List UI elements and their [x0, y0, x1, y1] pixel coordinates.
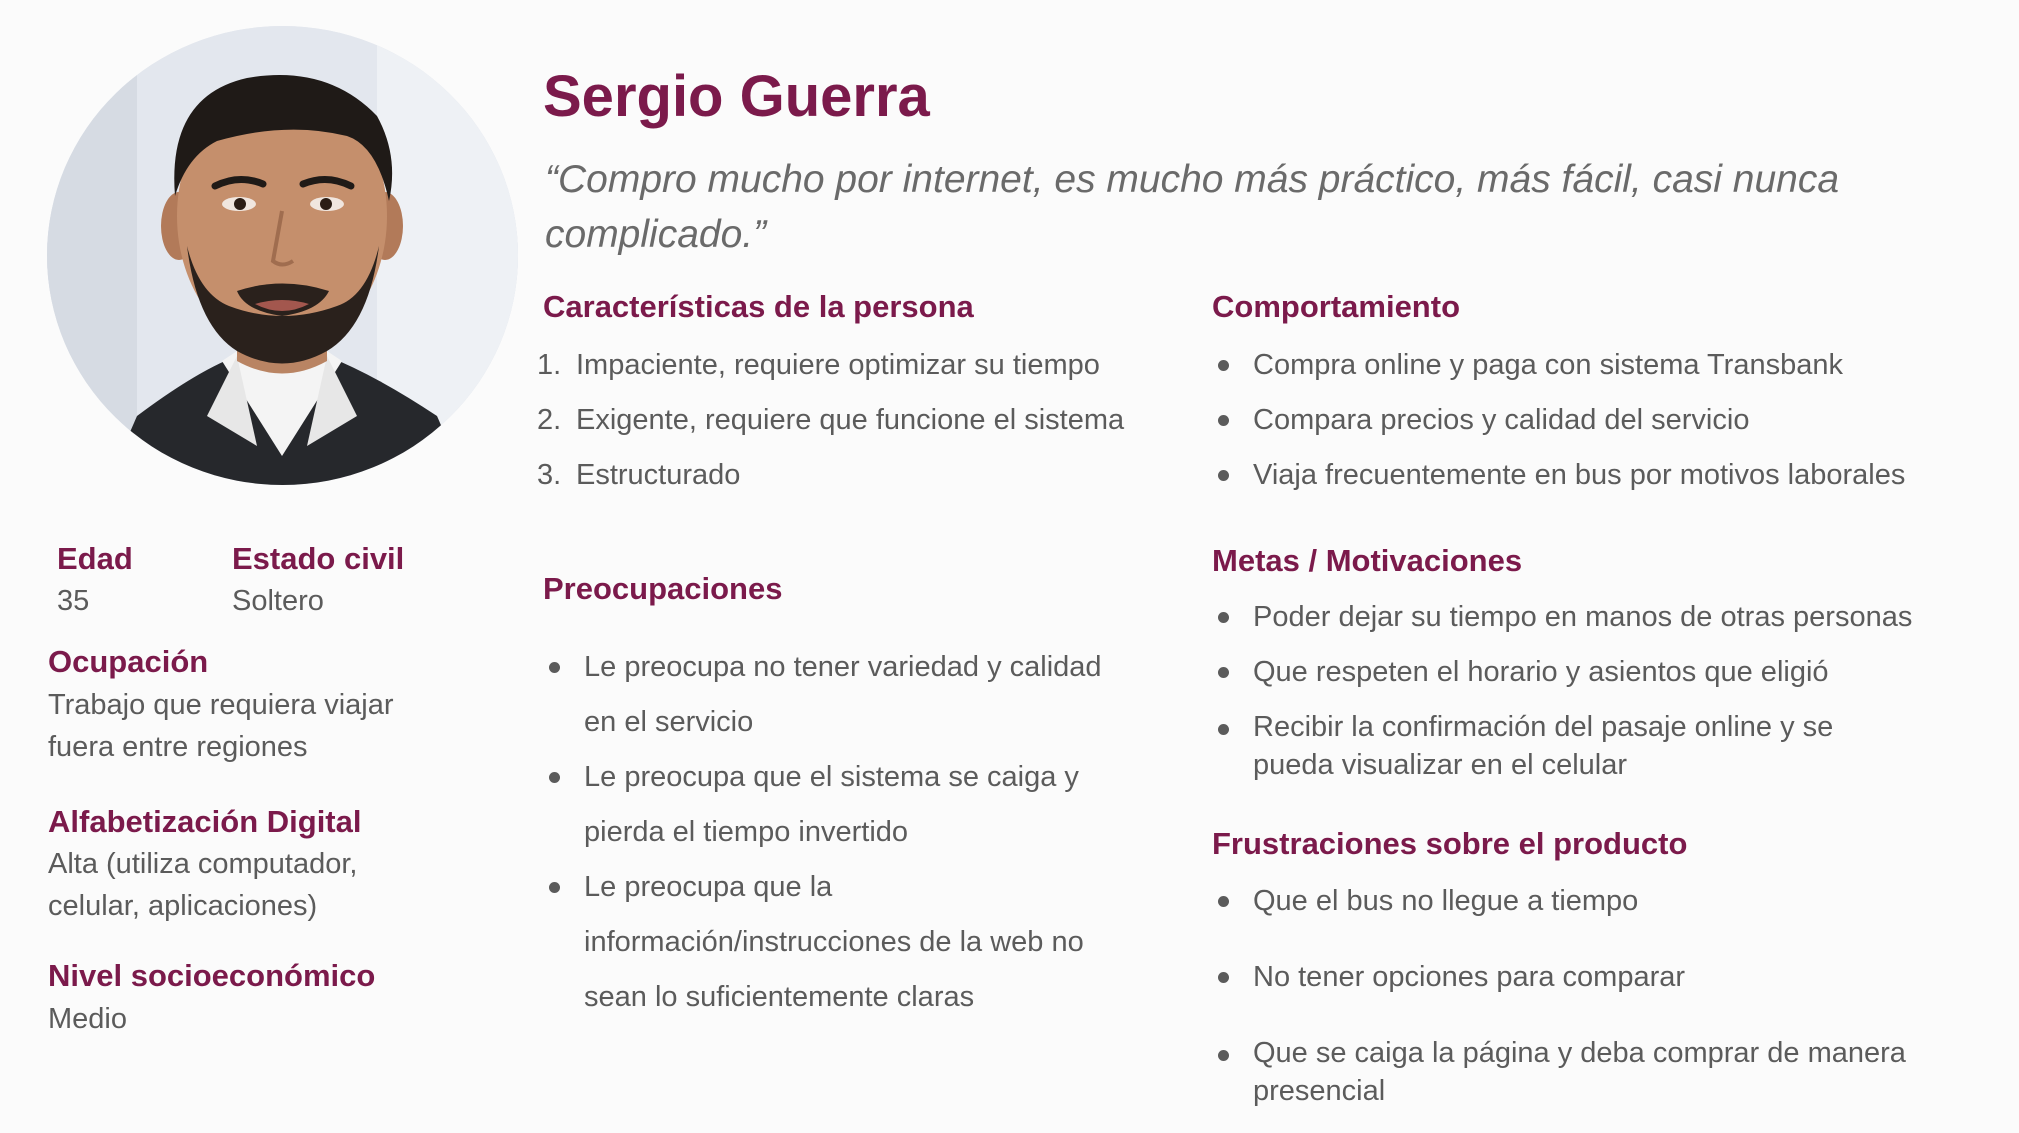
bullet-icon	[1218, 470, 1229, 481]
occupation-value: Trabajo que requiera viajar fuera entre regiones	[48, 689, 394, 763]
bullet-icon	[1218, 360, 1229, 371]
bullet-icon	[1218, 896, 1229, 907]
list-item: Le preocupa que la información/instrucciones de la web no sean lo suficientemente claras	[545, 860, 1104, 1025]
bullet-icon	[1218, 724, 1229, 735]
list-item: 1. Impaciente, requiere optimizar su tiempo	[537, 349, 1100, 381]
civil-status-value: Soltero	[232, 585, 324, 617]
list-item: Poder dejar su tiempo en manos de otras personas	[1214, 596, 1994, 651]
list-item: Que se caiga la página y deba comprar de manera presencial	[1214, 1032, 2013, 1110]
bullet-icon	[549, 662, 560, 673]
list-item: Compara precios y calidad del servicio	[1214, 399, 1994, 454]
goals-list	[1214, 596, 1994, 784]
list-item: Viaja frecuentemente en bus por motivos laborales	[1214, 454, 1994, 509]
persona-name: Sergio Guerra	[543, 64, 930, 129]
bullet-icon	[1218, 1050, 1229, 1061]
frustrations-list	[1214, 880, 1994, 1110]
list-item: 2. Exigente, requiere que funcione el sistema	[537, 404, 1125, 436]
bullet-icon	[1218, 667, 1229, 678]
list-item: 3. Estructurado	[537, 459, 741, 491]
list-item: Recibir la confirmación del pasaje online y se pueda visualizar en el celular	[1214, 706, 1893, 784]
age-value: 35	[57, 585, 90, 617]
list-item: Le preocupa no tener variedad y calidad en el servicio	[545, 640, 1104, 750]
digital-literacy-label: Alfabetización Digital	[48, 804, 362, 839]
characteristics-list	[537, 344, 1197, 509]
bullet-icon	[549, 882, 560, 893]
list-item: Le preocupa que el sistema se caiga y pierda el tiempo invertido	[545, 750, 1104, 860]
characteristics-title: Características de la persona	[543, 289, 974, 324]
list-item: No tener opciones para comparar	[1214, 956, 1994, 1032]
concerns-list	[545, 640, 1105, 1025]
bullet-icon	[549, 772, 560, 783]
persona-quote: “Compro mucho por internet, es mucho más práctico, más fácil, casi nunca complicado.”	[545, 158, 1840, 256]
digital-literacy-value: Alta (utiliza computador, celular, aplicaciones)	[48, 848, 358, 922]
socioeconomic-value: Medio	[48, 1003, 127, 1035]
frustrations-title: Frustraciones sobre el producto	[1212, 826, 1688, 861]
bullet-icon	[1218, 612, 1229, 623]
socioeconomic-label: Nivel socioeconómico	[48, 958, 376, 993]
bullet-icon	[1218, 972, 1229, 983]
age-label: Edad	[57, 541, 133, 576]
civil-status-label: Estado civil	[232, 541, 405, 576]
goals-title: Metas / Motivaciones	[1212, 543, 1523, 578]
list-item: Que respeten el horario y asientos que eligió	[1214, 651, 1994, 706]
bullet-icon	[1218, 415, 1229, 426]
list-item: Compra online y paga con sistema Transbank	[1214, 344, 1994, 399]
behavior-list	[1214, 344, 1994, 509]
occupation-label: Ocupación	[48, 644, 209, 679]
behavior-title: Comportamiento	[1212, 289, 1460, 324]
concerns-title: Preocupaciones	[543, 571, 783, 606]
list-item: Que el bus no llegue a tiempo	[1214, 880, 1994, 956]
persona-photo	[47, 26, 518, 485]
